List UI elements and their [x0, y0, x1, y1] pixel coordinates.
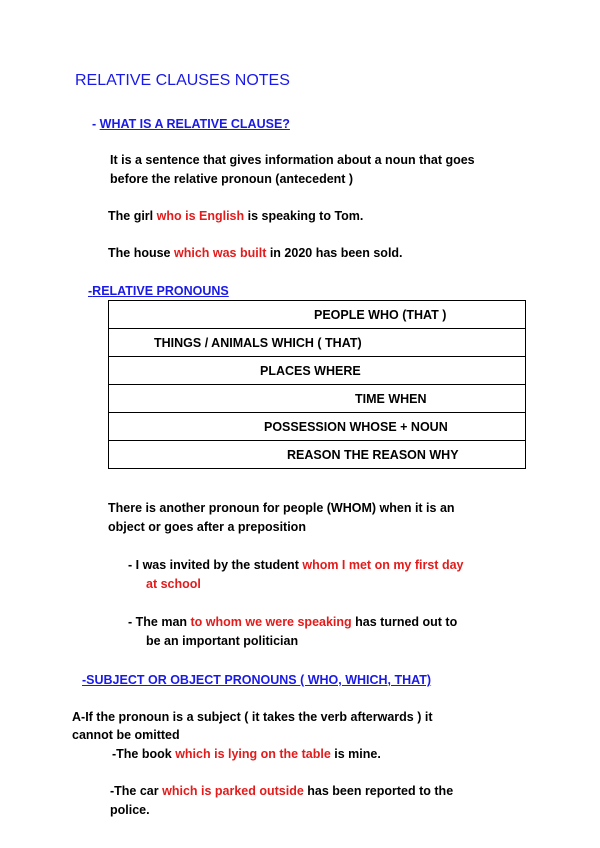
- heading-prefix: -: [92, 117, 100, 131]
- table-cell: [109, 301, 526, 329]
- relative-clause-highlight: which is parked outside: [162, 784, 304, 798]
- heading-text: -SUBJECT OR OBJECT PRONOUNS ( WHO, WHICH, THAT): [82, 673, 432, 687]
- example-4-continuation: be an important politician: [146, 634, 299, 648]
- rule-line-2: cannot be omitted: [72, 728, 180, 742]
- table-cell-text: PLACES WHERE: [260, 364, 361, 378]
- table-row: [109, 441, 526, 469]
- table-cell: [109, 441, 526, 469]
- table-row: [109, 385, 526, 413]
- example-text: - The man: [128, 615, 191, 629]
- example-6-continuation: police.: [110, 803, 150, 817]
- definition-line-2: before the relative pronoun (antecedent ): [110, 172, 354, 186]
- whom-note-line-1: There is another pronoun for people (WHOM) when it is an: [108, 501, 455, 515]
- example-1: [108, 207, 363, 226]
- example-text: -The book: [112, 747, 176, 761]
- table-cell-text: TIME WHEN: [355, 392, 427, 406]
- example-5: [112, 745, 381, 764]
- example-text: has turned out to: [351, 615, 458, 629]
- example-text: - I was invited by the student: [128, 558, 303, 572]
- section-heading-subject-object: [82, 673, 431, 687]
- relative-clause-highlight: whom I met on my first day: [302, 558, 464, 572]
- section-heading-what-is: [92, 117, 290, 131]
- example-text: has been reported to the: [303, 784, 454, 798]
- example-4: [128, 613, 457, 632]
- table-row: [109, 301, 526, 329]
- example-text: in 2020 has been sold.: [266, 246, 403, 260]
- rule-line-1: A-If the pronoun is a subject ( it takes the verb afterwards ) it: [72, 710, 433, 724]
- definition-line-1: It is a sentence that gives information about a noun that goes: [110, 153, 475, 167]
- whom-note-line-2: object or goes after a preposition: [108, 520, 306, 534]
- table-cell: [109, 329, 526, 357]
- page-title: RELATIVE CLAUSES NOTES: [75, 72, 290, 89]
- relative-clause-highlight: who is English: [156, 209, 245, 223]
- relative-clause-highlight: which is lying on the table: [175, 747, 331, 761]
- relative-pronouns-table: [108, 300, 526, 469]
- relative-clause-highlight: which was built: [173, 246, 267, 260]
- heading-text: RELATIVE PRONOUNS: [92, 284, 229, 298]
- example-text: The house: [108, 246, 174, 260]
- heading-prefix: -: [88, 284, 93, 298]
- example-text: is mine.: [330, 747, 381, 761]
- example-text: -The car: [110, 784, 163, 798]
- example-3-continuation: at school: [146, 577, 201, 591]
- table-row: [109, 413, 526, 441]
- table-cell: [109, 413, 526, 441]
- example-3: [128, 556, 463, 575]
- relative-clause-highlight: to whom we were speaking: [190, 615, 352, 629]
- table-cell-text: PEOPLE WHO (THAT ): [314, 308, 447, 322]
- table-cell-text: THINGS / ANIMALS WHICH ( THAT): [154, 336, 362, 350]
- table-cell-text: REASON THE REASON WHY: [287, 448, 459, 462]
- table-row: [109, 329, 526, 357]
- example-text: The girl: [108, 209, 157, 223]
- heading-text: WHAT IS A RELATIVE CLAUSE?: [99, 117, 290, 131]
- table-row: [109, 357, 526, 385]
- table-cell: [109, 357, 526, 385]
- table-cell: [109, 385, 526, 413]
- table-cell-text: POSSESSION WHOSE + NOUN: [264, 420, 448, 434]
- section-heading-relative-pronouns: [88, 284, 229, 298]
- example-text: is speaking to Tom.: [244, 209, 364, 223]
- example-2: [108, 244, 403, 263]
- example-6: [110, 782, 453, 801]
